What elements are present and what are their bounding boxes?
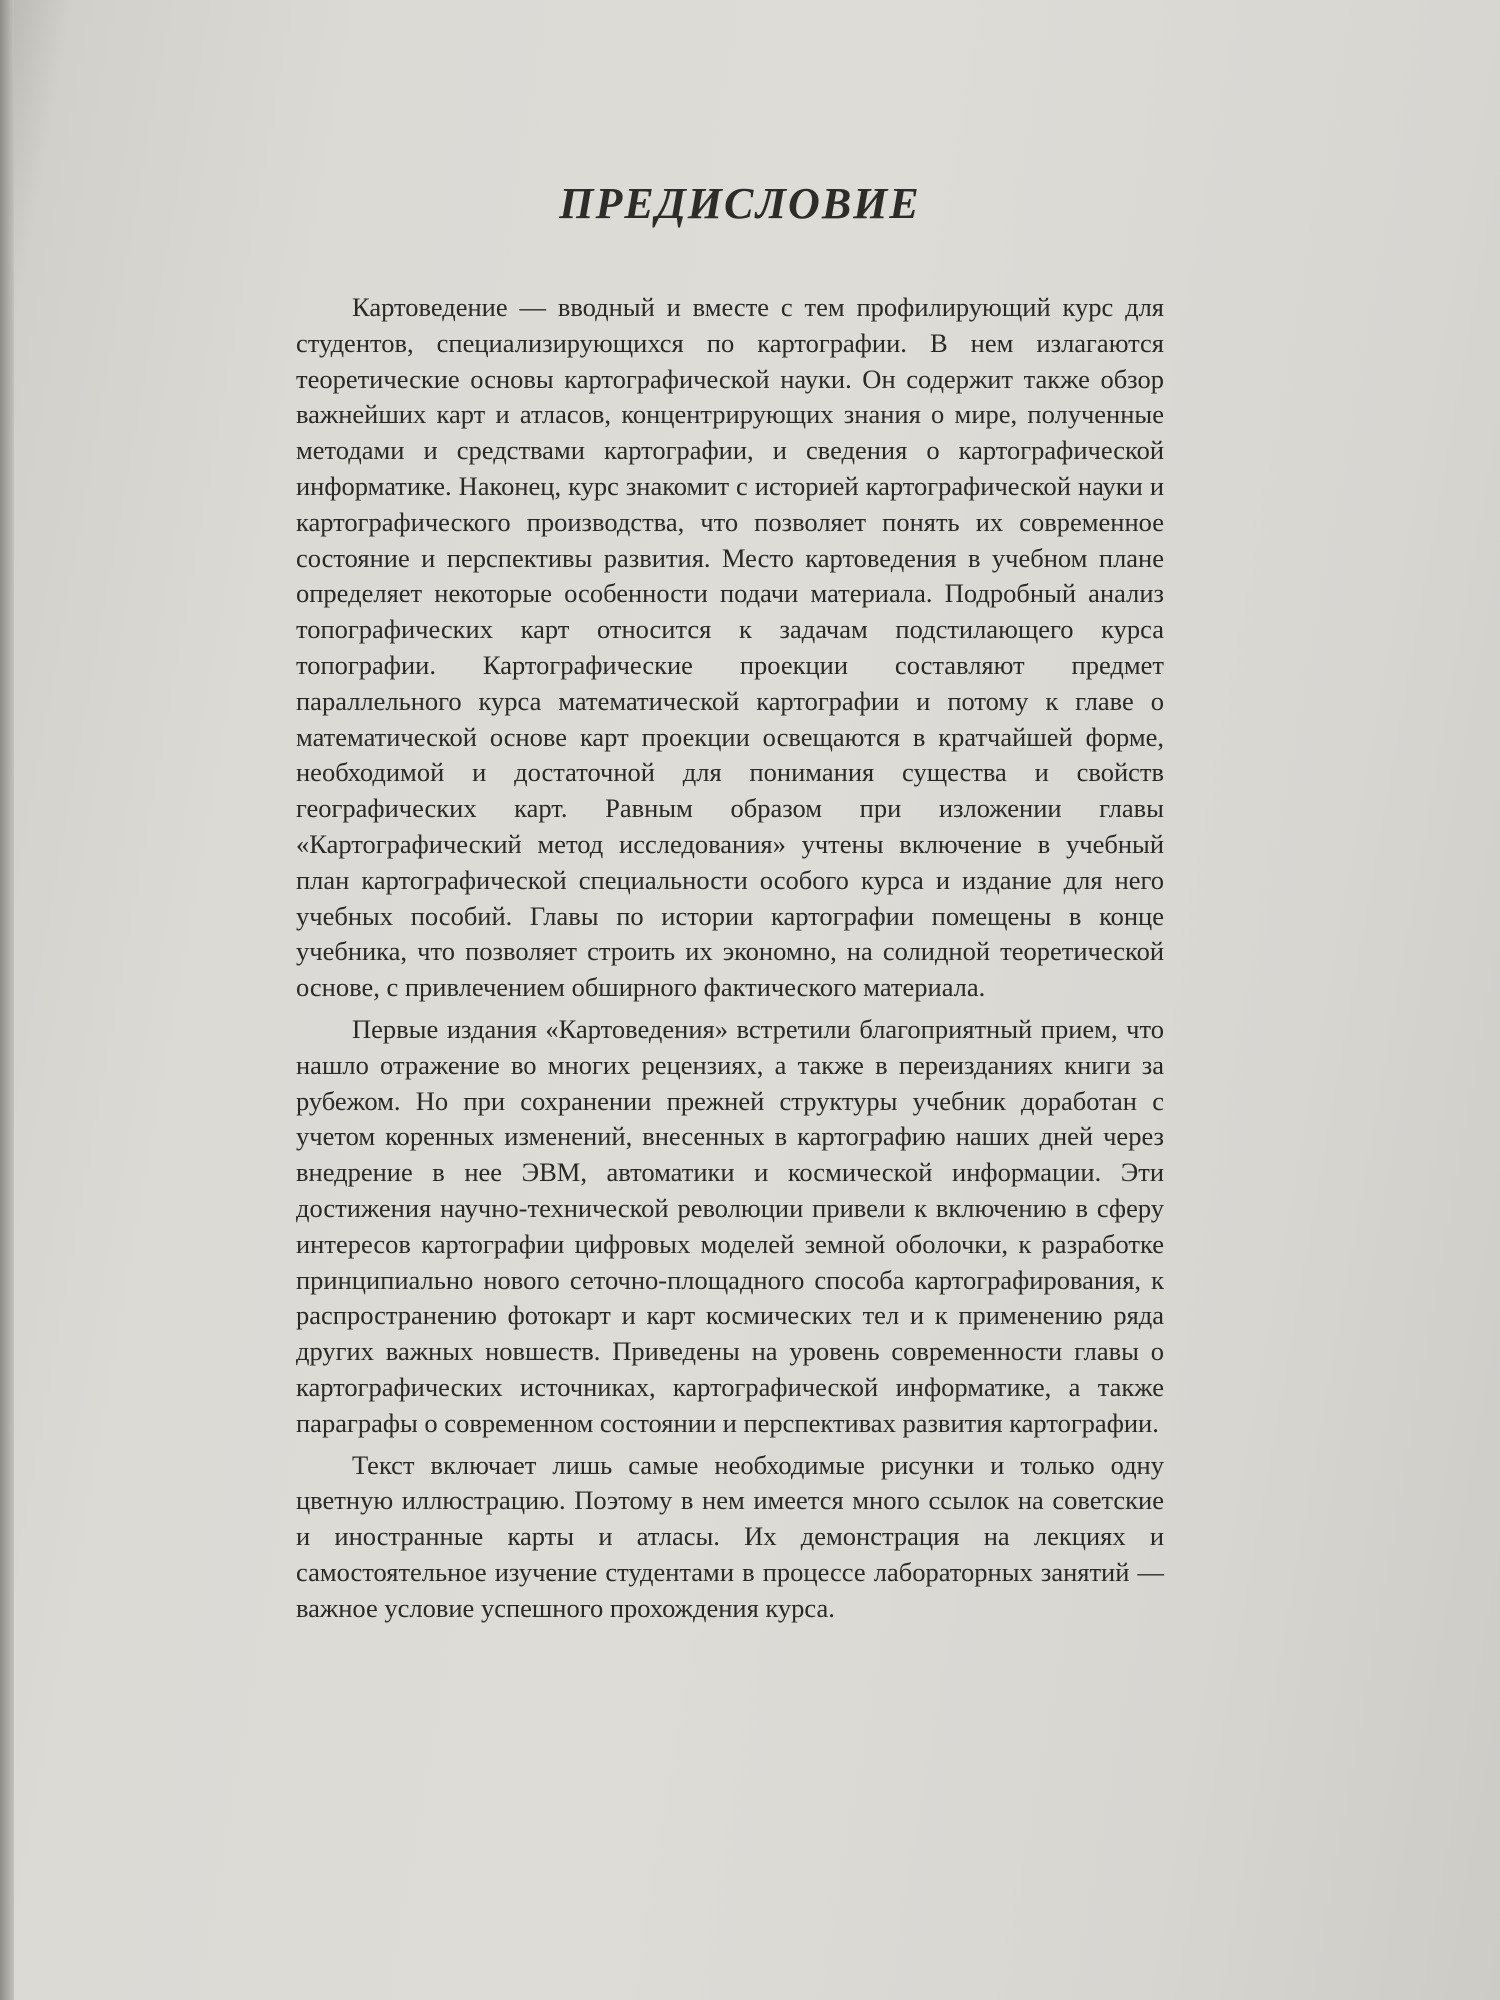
paragraph-2: Первые издания «Картоведения» встретили благоприятный прием, что нашло отражение во многих рецензиях, а также в переизданиях книги за рубежом. Но при сохранении прежней структуры учебник доработан с учетом коренных изменений, внесенных в картографию наших дней через внедрение в нее ЭВМ, автоматики и космической информации. Эти достижения научно-технической революции привели к включению в сферу интересов картографии цифровых моделей земной оболочки, к разработке принципиально нового сеточно-площадного способа картографирования, к распространению фотокарт и карт космических тел и к применению ряда других важных новшеств. Приведены на уровень современности главы о картографических источниках, картографической информатике, а также параграфы о современном состоянии и перспективах развития картографии. bbox=[296, 1013, 1164, 1438]
paragraph-1: Картоведение — вводный и вместе с тем профилирующий курс для студентов, специализирующихся по картографии. В нем излагаются теоретические основы картографической науки. Он содержит также обзор важнейших карт и атласов, концентрирующих знания о мире, полученные методами и средствами картографии, и сведения о картографической информатике. Наконец, курс знакомит с историей картографической науки и картографического производства, что позволяет понять их современное состояние и перспективы развития. Место картоведения в учебном плане определяет некоторые особенности подачи материала. Подробный анализ топографических карт относится к задачам подстилающего курса топографии. Картографические проекции составляют предмет параллельного курса математической картографии и потому к главе о математической основе карт проекции освещаются в кратчайшей форме, необходимой и достаточной для понимания существа и свойств географических карт. Равным образом при изложении главы «Картографический метод исследования» учтены включение в учебный план картографической специальности особого курса и издание для него учебных пособий. Главы по истории картографии помещены в конце учебника, что позволяет строить их экономно, на солидной теоретической основе, с привлечением обширного фактического материала. bbox=[296, 292, 1164, 1003]
body-text bbox=[296, 290, 1164, 1632]
page-heading: ПРЕДИСЛОВИЕ bbox=[559, 179, 921, 228]
page-left-edge bbox=[0, 0, 14, 2000]
paragraph-3: Текст включает лишь самые необходимые рисунки и только одну цветную иллюстрацию. Поэтому в нем имеется много ссылок на советские и иностранные карты и атласы. Их демонстрация на лекциях и самостоятельное изучение студентами в процессе лабораторных занятий — важное условие успешного прохождения курса. bbox=[296, 1449, 1164, 1623]
